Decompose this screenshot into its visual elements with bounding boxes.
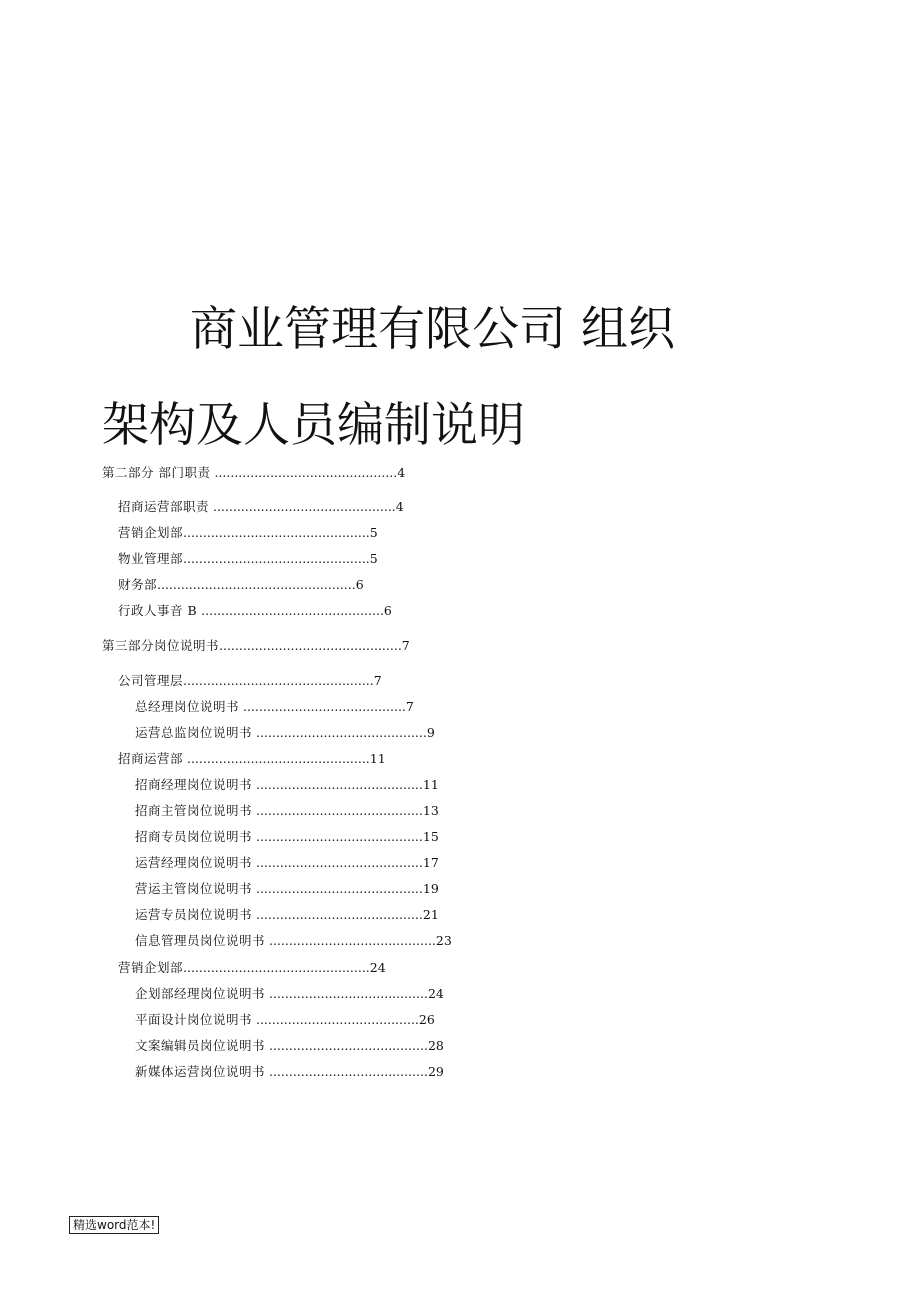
toc-entry-label: 营销企划部: [118, 960, 184, 975]
toc-entry[interactable]: [118, 525, 378, 541]
toc-dot-leader: ..............................................: [197, 603, 384, 618]
toc-dot-leader: ........................................: [265, 1064, 428, 1079]
toc-entry-label: 总经理岗位说明书: [135, 699, 240, 714]
toc-entry[interactable]: [135, 1064, 444, 1080]
toc-page-number: 17: [422, 855, 439, 870]
footer-badge: 精选word范本!: [69, 1216, 159, 1234]
toc-entry[interactable]: [135, 725, 435, 741]
toc-entry[interactable]: [135, 933, 452, 949]
toc-dot-leader: ..........................................: [252, 855, 423, 870]
toc-entry[interactable]: [135, 881, 439, 897]
toc-page-number: 29: [427, 1064, 444, 1079]
toc-page-number: 7: [405, 699, 414, 714]
toc-page-number: 13: [422, 803, 439, 818]
toc-entry[interactable]: [135, 855, 439, 871]
toc-dot-leader: ..........................................: [252, 803, 423, 818]
toc-entry[interactable]: [135, 699, 414, 715]
toc-entry[interactable]: [135, 907, 439, 923]
toc-entry-label: 财务部: [118, 577, 158, 592]
toc-entry[interactable]: [135, 1012, 435, 1028]
toc-dot-leader: .........................................: [252, 1012, 419, 1027]
toc-entry-label: 招商专员岗位说明书: [135, 829, 253, 844]
toc-dot-leader: ........................................: [265, 1038, 428, 1053]
toc-entry-label: 招商经理岗位说明书: [135, 777, 253, 792]
toc-dot-leader: ................................................: [183, 673, 374, 688]
toc-entry-label: 公司管理层: [118, 673, 184, 688]
toc-page-number: 5: [369, 525, 378, 540]
toc-dot-leader: ...............................................: [183, 525, 370, 540]
toc-entry[interactable]: [102, 638, 410, 654]
toc-page-number: 11: [369, 751, 386, 766]
toc-entry-label: 企划部经理岗位说明书: [135, 986, 266, 1001]
toc-entry-label: 招商运营部职责: [118, 499, 210, 514]
toc-page-number: 15: [422, 829, 439, 844]
toc-entry[interactable]: [118, 960, 386, 976]
toc-entry-label: 新媒体运营岗位说明书: [135, 1064, 266, 1079]
toc-entry[interactable]: [118, 577, 364, 593]
toc-dot-leader: ..............................................: [219, 638, 402, 653]
toc-entry[interactable]: [135, 1038, 444, 1054]
toc-page-number: 24: [427, 986, 444, 1001]
toc-page-number: 7: [373, 673, 382, 688]
toc-page-number: 21: [422, 907, 439, 922]
toc-entry[interactable]: [135, 803, 439, 819]
toc-dot-leader: ...............................................: [183, 960, 370, 975]
toc-page-number: 6: [355, 577, 364, 592]
toc-dot-leader: ..................................................: [157, 577, 356, 592]
toc-page-number: 7: [401, 638, 410, 653]
toc-entry-label: 行政人事音 B: [118, 603, 198, 618]
toc-dot-leader: ..........................................: [252, 881, 423, 896]
toc-page-number: 24: [369, 960, 386, 975]
toc-entry-label: 第三部分岗位说明书: [102, 638, 220, 653]
toc-page-number: 26: [418, 1012, 435, 1027]
toc-dot-leader: ..............................................: [209, 499, 396, 514]
toc-entry[interactable]: [118, 499, 404, 515]
toc-page-number: 6: [383, 603, 392, 618]
toc-entry[interactable]: [118, 673, 382, 689]
toc-entry[interactable]: [118, 751, 386, 767]
toc-page-number: 9: [426, 725, 435, 740]
toc-dot-leader: ..............................................: [210, 465, 398, 480]
toc-entry-label: 运营专员岗位说明书: [135, 907, 253, 922]
toc-entry-label: 运营总监岗位说明书: [135, 725, 253, 740]
toc-entry-label: 招商主管岗位说明书: [135, 803, 253, 818]
toc-entry-label: 文案编辑员岗位说明书: [135, 1038, 266, 1053]
toc-entry[interactable]: [135, 777, 439, 793]
toc-entry-label: 平面设计岗位说明书: [135, 1012, 253, 1027]
toc-page-number: 11: [422, 777, 439, 792]
toc-entry[interactable]: [135, 829, 439, 845]
toc-entry[interactable]: [118, 603, 392, 619]
toc-entry-label: 营运主管岗位说明书: [135, 881, 253, 896]
toc-entry-label: 招商运营部: [118, 751, 184, 766]
toc-page-number: 23: [435, 933, 452, 948]
toc-entry[interactable]: [135, 986, 444, 1002]
toc-dot-leader: ..........................................: [252, 777, 423, 792]
toc-dot-leader: .........................................: [239, 699, 406, 714]
toc-entry-label: 营销企划部: [118, 525, 184, 540]
toc-dot-leader: ........................................: [265, 986, 428, 1001]
toc-entry-label: 第二部分 部门职责: [102, 465, 211, 480]
toc-entry-label: 物业管理部: [118, 551, 184, 566]
toc-page-number: 19: [422, 881, 439, 896]
toc-entry[interactable]: [118, 551, 378, 567]
document-title-line-2: 架构及人员编制说明: [102, 398, 525, 453]
toc-dot-leader: ...............................................: [183, 551, 370, 566]
toc-dot-leader: ..........................................: [252, 829, 423, 844]
toc-dot-leader: ..........................................: [252, 907, 423, 922]
toc-dot-leader: ..............................................: [183, 751, 370, 766]
toc-entry-label: 信息管理员岗位说明书: [135, 933, 266, 948]
toc-dot-leader: ..........................................: [265, 933, 436, 948]
toc-page-number: 28: [427, 1038, 444, 1053]
document-title-line-1: 商业管理有限公司 组织: [190, 302, 675, 357]
toc-entry-label: 运营经理岗位说明书: [135, 855, 253, 870]
toc-page-number: 4: [395, 499, 404, 514]
toc-page-number: 5: [369, 551, 378, 566]
toc-page-number: 4: [397, 465, 406, 480]
toc-entry[interactable]: [102, 465, 405, 481]
toc-dot-leader: ...........................................: [252, 725, 427, 740]
